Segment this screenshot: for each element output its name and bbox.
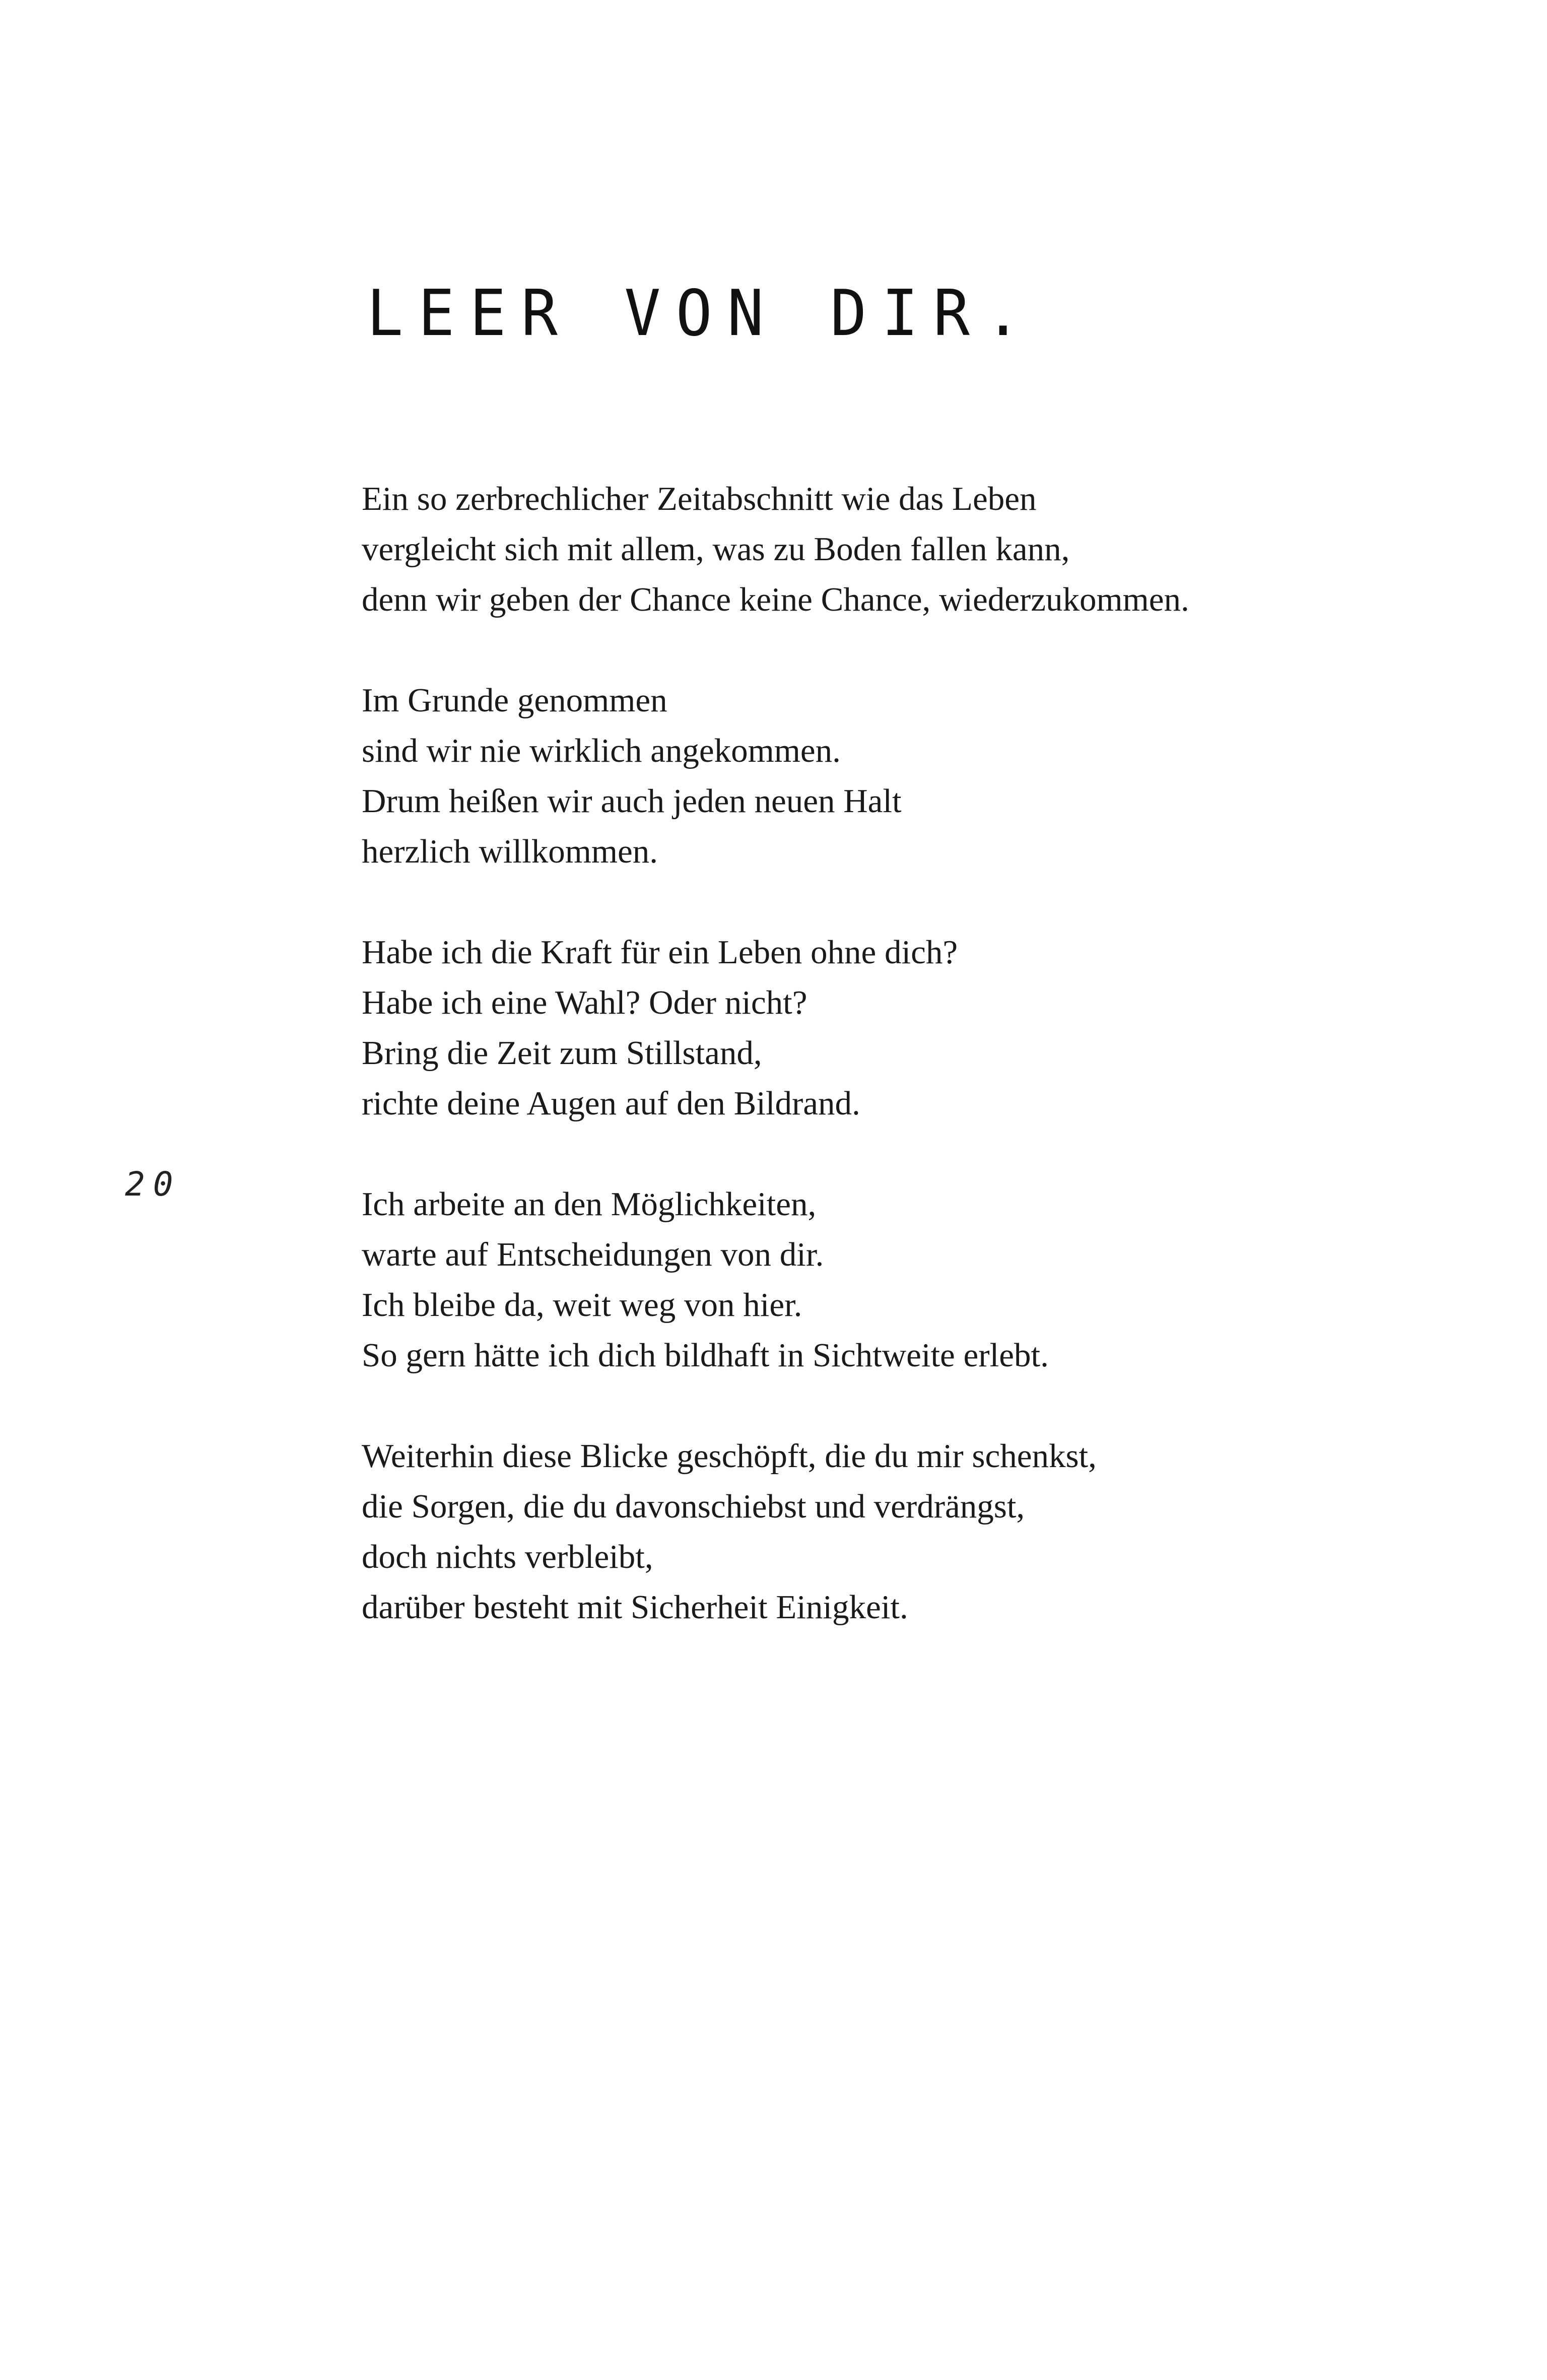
poem-line: Ich bleibe da, weit weg von hier.	[362, 1286, 802, 1324]
stanza-1	[362, 474, 1420, 625]
poem-line: Drum heißen wir auch jeden neuen Halt	[362, 782, 902, 820]
poem-line: richte deine Augen auf den Bildrand.	[362, 1085, 860, 1122]
poem-line: darüber besteht mit Sicherheit Einigkeit.	[362, 1589, 908, 1626]
poem-line: Weiterhin diese Blicke geschöpft, die du mir schenkst,	[362, 1437, 1097, 1475]
poem-body	[362, 474, 1420, 1683]
stanza-2	[362, 675, 1420, 877]
poem-line: Im Grunde genommen	[362, 682, 667, 719]
poem-line: warte auf Entscheidungen von dir.	[362, 1236, 824, 1273]
stanza-4	[362, 1179, 1420, 1380]
poem-line: die Sorgen, die du davonschiebst und verdrängst,	[362, 1488, 1025, 1525]
stanza-3	[362, 927, 1420, 1129]
poem-line: sind wir nie wirklich angekommen.	[362, 732, 841, 769]
poem-title: LEER VON DIR.	[367, 277, 1037, 351]
poem-line: denn wir geben der Chance keine Chance, wiederzukommen.	[362, 581, 1189, 618]
poem-line: herzlich willkommen.	[362, 833, 658, 870]
poem-line: Ein so zerbrechlicher Zeitabschnitt wie das Leben	[362, 480, 1037, 517]
poem-line: Ich arbeite an den Möglichkeiten,	[362, 1185, 817, 1223]
poem-line: So gern hätte ich dich bildhaft in Sichtweite erlebt.	[362, 1337, 1049, 1374]
page-number: 20	[125, 1165, 181, 1204]
poem-line: Habe ich eine Wahl? Oder nicht?	[362, 984, 808, 1021]
stanza-5	[362, 1431, 1420, 1632]
poem-line: vergleicht sich mit allem, was zu Boden fallen kann,	[362, 531, 1070, 568]
poem-line: Habe ich die Kraft für ein Leben ohne dich?	[362, 934, 958, 971]
poem-line: doch nichts verbleibt,	[362, 1538, 653, 1575]
poem-line: Bring die Zeit zum Stillstand,	[362, 1034, 762, 1072]
